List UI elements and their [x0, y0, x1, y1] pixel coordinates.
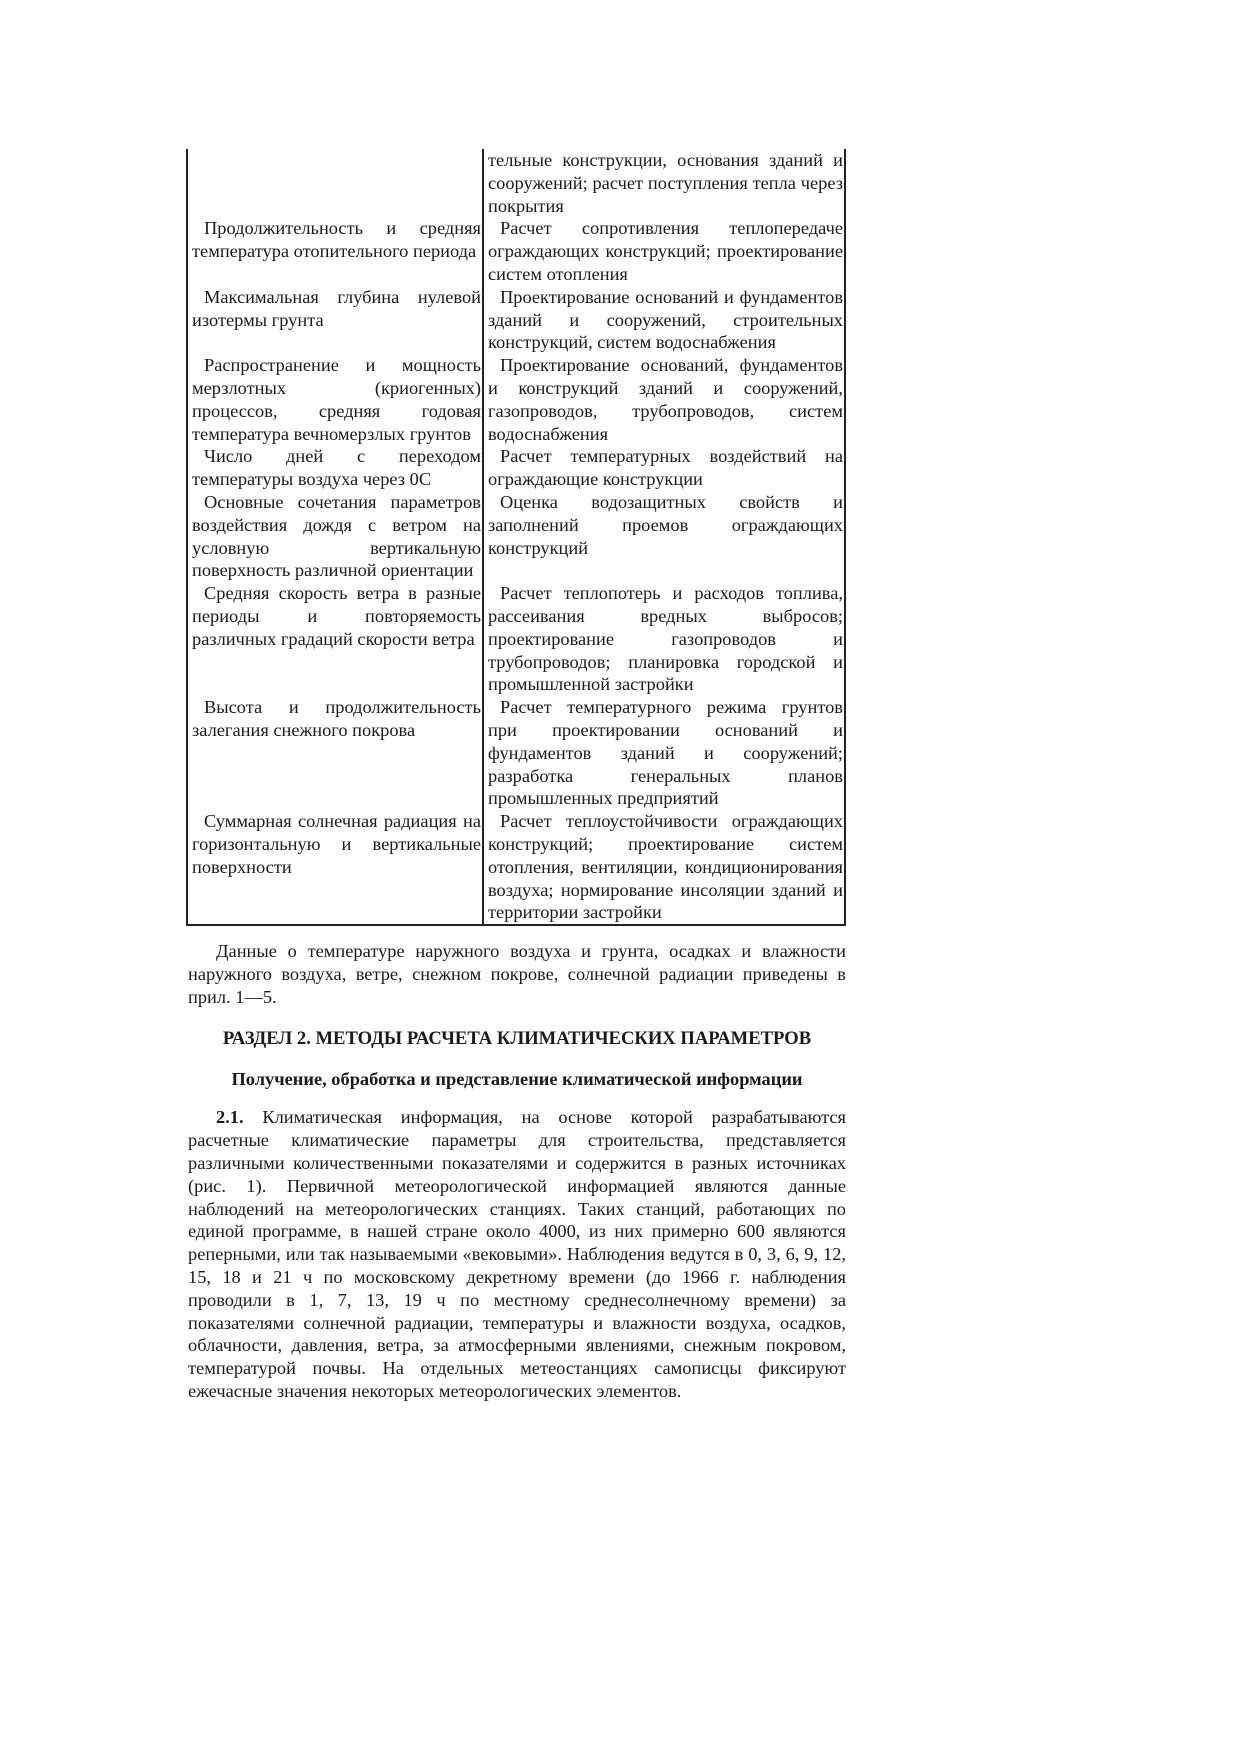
paragraph-2-1 — [188, 1106, 846, 1402]
parameter-text: Продолжительность и средняя температура отопительного периода — [192, 218, 481, 262]
table-row — [187, 582, 845, 696]
application-cell — [483, 445, 845, 491]
application-cell — [483, 491, 845, 582]
application-text: Расчет сопротивления теплопередаче ограждающих конструкций; проектирование систем отопления — [488, 218, 843, 284]
table-row — [187, 354, 845, 445]
application-text: Оценка водозащитных свойств и заполнений проемов ограждающих конструкций — [488, 491, 843, 558]
application-text: Расчет температурных воздействий на ограждающие конструкции — [488, 446, 843, 490]
parameter-text: Суммарная солнечная радиация на горизонтальную и вертикальные поверхности — [192, 811, 481, 877]
application-text: Проектирование оснований, фундаментов и конструкций зданий и сооружений, газопроводов, трубопроводов, систем водоснабжения — [488, 355, 843, 444]
paragraph-number: 2.1. — [216, 1107, 244, 1128]
table-body — [187, 149, 845, 925]
application-text: Проектирование оснований и фундаментов зданий и сооружений, строительных конструкций, систем водоснабжения — [488, 286, 843, 353]
parameter-text: Основные сочетания параметров воздействия дождя с ветром на условную вертикальную поверхность различной ориентации — [192, 491, 481, 581]
parameter-cell — [187, 696, 483, 810]
section-title: РАЗДЕЛ 2. МЕТОДЫ РАСЧЕТА КЛИМАТИЧЕСКИХ ПАРАМЕТРОВ — [222, 1028, 812, 1050]
parameter-cell — [187, 445, 483, 491]
application-text: Расчет теплопотерь и расходов топлива, рассеивания вредных выбросов; проектирование газопроводов и трубопроводов; планировка городской и промышленной застройки — [488, 583, 843, 695]
table-row — [187, 491, 845, 582]
parameter-cell — [187, 491, 483, 582]
table-row — [187, 149, 845, 217]
table-row — [187, 286, 845, 354]
after-table-note: Данные о температуре наружного воздуха и грунта, осадках и влажности наружного воздуха, ветре, снежном покрове, солнечной радиации приведены в прил. 1—5. — [188, 941, 846, 1007]
parameter-cell — [187, 149, 483, 217]
parameter-cell — [187, 217, 483, 285]
parameter-cell — [187, 810, 483, 925]
application-cell — [483, 582, 845, 696]
paragraph-text: Климатическая информация, на основе которой разрабатываются расчетные климатические параметры для строительства, представляется различными количественными показателями и содержится в разных источниках (рис. 1). Первичной метеорологической информацией являются данные наблюдений на метеорологических станциях. Таких станций, работающих по единой программе, в нашей стране около 4000, из них примерно 600 являются реперными, или так называемыми «вековыми». Наблюдения ведутся в 0, 3, 6, 9, 12, 15, 18 и 21 ч по московскому декретному времени (до 1966 г. наблюдения проводили в 1, 7, 13, 19 ч по местному среднесолнечному времени) за показателями солнечной радиации, температуры и влажности воздуха, осадков, облачности, давления, ветра, за атмосферными явлениями, снежным покровом, температурой почвы. На отдельных метеостанциях самописцы фиксируют ежечасные значения некоторых метеорологических элементов. — [188, 1107, 846, 1402]
application-text: тельные конструкции, основания зданий и сооружений; расчет поступления тепла через покрытия — [488, 150, 843, 216]
application-cell — [483, 149, 845, 217]
parameter-text: Распространение и мощность мерзлотных (криогенных) процессов, средняя годовая температура вечномерзлых грунтов — [192, 355, 481, 444]
document-page — [188, 149, 846, 1403]
application-cell — [483, 354, 845, 445]
application-cell — [483, 810, 845, 925]
climate-parameters-table — [186, 149, 846, 926]
application-cell — [483, 696, 845, 810]
table-row — [187, 445, 845, 491]
parameter-text: Высота и продолжительность залегания снежного покрова — [192, 697, 481, 740]
application-cell — [483, 286, 845, 354]
table-row — [187, 810, 845, 925]
subsection-title: Получение, обработка и представление климатической информации — [231, 1069, 803, 1090]
parameter-cell — [187, 286, 483, 354]
application-text: Расчет теплоустойчивости ограждающих конструкций; проектирование систем отопления, вентиляции, кондиционирования воздуха; нормирование инсоляции зданий и территории застройки — [488, 811, 843, 923]
parameter-text: Средняя скорость ветра в разные периоды и повторяемость различных градаций скорости ветра — [192, 583, 481, 649]
parameter-cell — [187, 582, 483, 696]
application-text: Расчет температурного режима грунтов при проектировании оснований и фундаментов зданий и сооружений; разработка генеральных планов промышленных предприятий — [488, 697, 843, 809]
table-row — [187, 217, 845, 285]
application-cell — [483, 217, 845, 285]
parameter-text: Максимальная глубина нулевой изотермы грунта — [192, 286, 481, 330]
table-row — [187, 696, 845, 810]
parameter-text: Число дней с переходом температуры воздуха через 0С — [192, 446, 481, 490]
parameter-cell — [187, 354, 483, 445]
